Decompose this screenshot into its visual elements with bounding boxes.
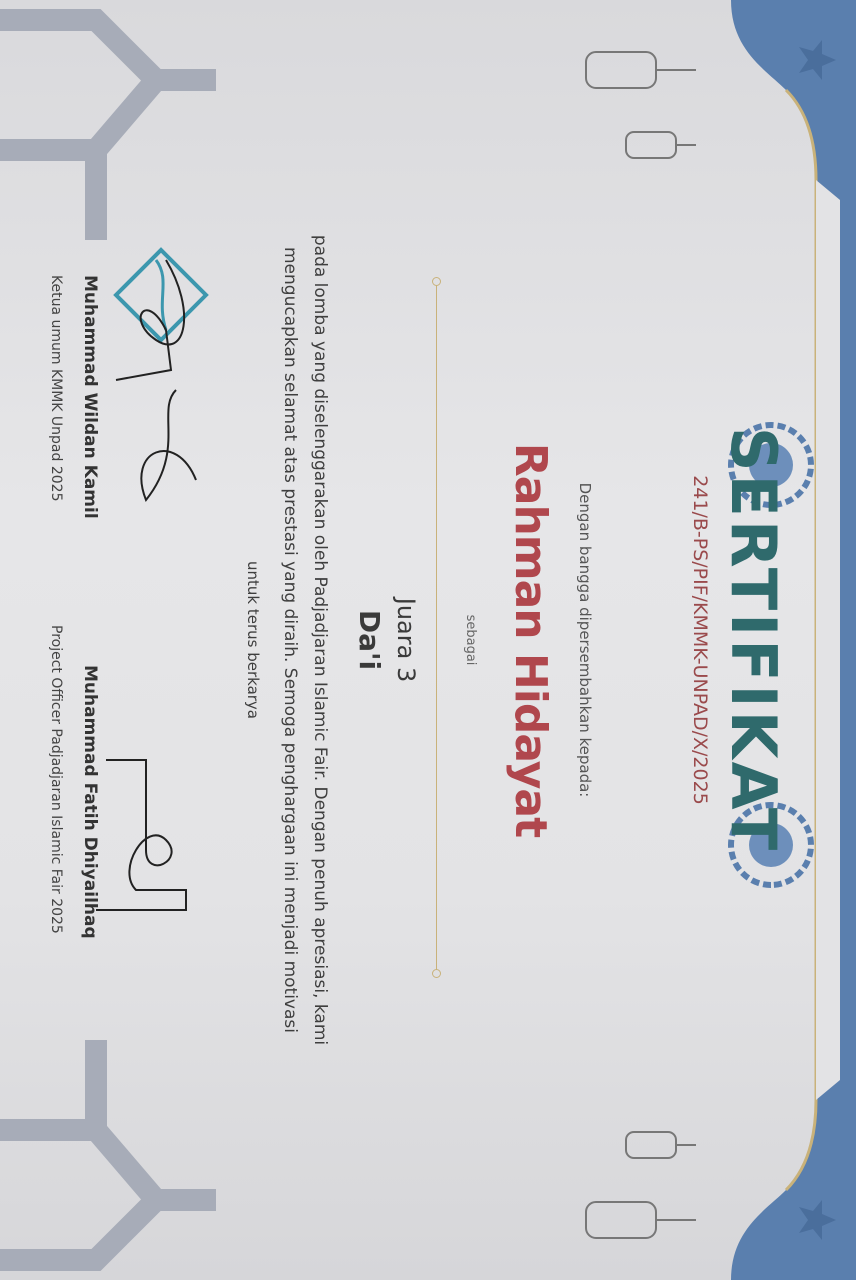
intro-text: Dengan bangga dipersembahkan kepada: <box>576 482 594 798</box>
award-category: Da'i <box>353 609 386 671</box>
award-rank: Juara 3 <box>392 597 420 683</box>
recipient-name: Rahman Hidayat <box>505 442 556 838</box>
certificate-number: 241/B-PS/PIF/KMMK-UNPAD/X/2025 <box>689 475 711 805</box>
body-line-2: mengucapkan selamat atas prestasi yang diraih. Semoga penghargaan ini menjadi motivasi <box>280 247 300 1033</box>
signature-left <box>86 250 216 510</box>
body-line-1: pada lomba yang diselenggarakan oleh Padjadjaran Islamic Fair. Dengan penuh apresiasi, kami <box>310 234 330 1046</box>
signatory-1-role: Ketua umum KMMK Unpad 2025 <box>48 275 64 502</box>
geometric-corner-left <box>0 0 216 240</box>
signatory-2-role: Project Officer Padjadjaran Islamic Fair 2025 <box>48 625 64 934</box>
signature-right <box>86 740 206 960</box>
body-line-3: untuk terus berkarya <box>244 561 262 719</box>
signatory-2-name: Muhammad Fatih Dhiyailhaq <box>80 665 100 939</box>
geometric-corner-right <box>0 1040 216 1280</box>
as-label: sebagai <box>463 614 478 666</box>
certificate-title: SERTIFIKAT <box>717 426 790 854</box>
divider-line <box>436 285 437 970</box>
signatory-1-name: Muhammad Wildan Kamil <box>80 275 100 519</box>
